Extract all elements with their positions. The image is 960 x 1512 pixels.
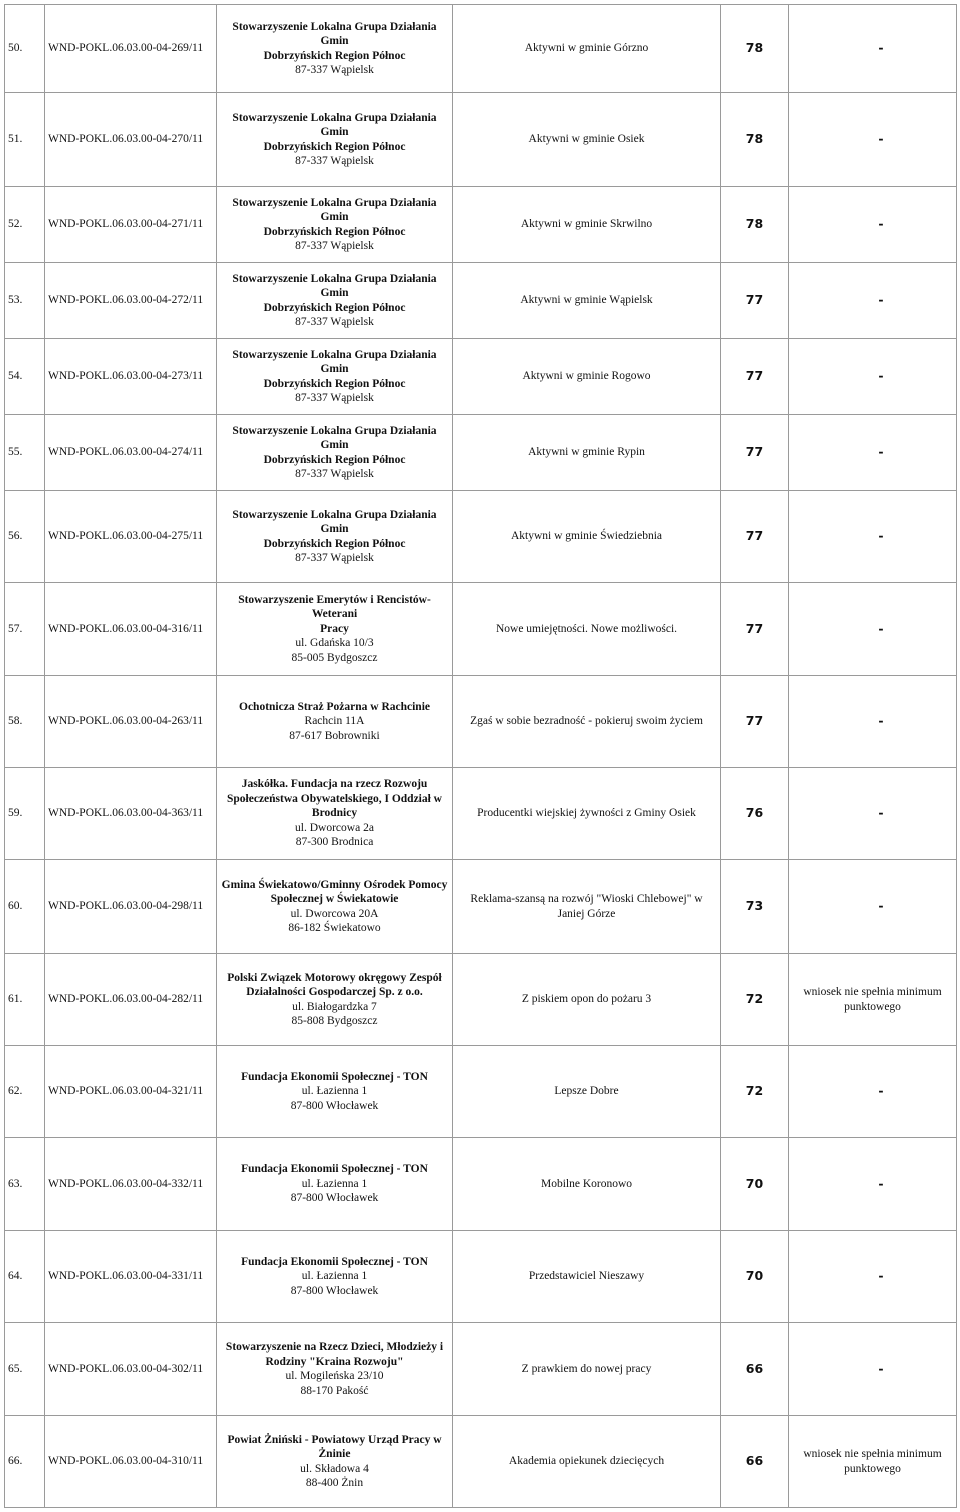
points-score: 66 [721, 1323, 789, 1416]
application-code: WND-POKL.06.03.00-04-275/11 [45, 491, 217, 583]
points-score: 77 [721, 583, 789, 676]
applicant-address-line: 85-808 Bydgoszcz [291, 1015, 378, 1027]
applicant-address-line: ul. Gdańska 10/3 [295, 637, 374, 650]
remarks: - [789, 263, 957, 339]
points-score: 77 [721, 676, 789, 768]
project-title: Lepsze Dobre [453, 1046, 721, 1138]
row-number: 55. [5, 415, 45, 491]
row-number: 60. [5, 860, 45, 954]
remarks: - [789, 415, 957, 491]
applicant-address-line: 87-800 Włocławek [290, 1099, 379, 1112]
row-number: 65. [5, 1323, 45, 1416]
remarks: - [789, 93, 957, 187]
applicant-address-line: ul. Łazienna 1 [301, 1085, 368, 1098]
points-score: 72 [721, 954, 789, 1046]
remarks: - [789, 491, 957, 583]
applicant-name-line: Stowarzyszenie Lokalna Grupa Działania Gmin [232, 20, 437, 47]
applicant-address-line: 87-337 Wąpielsk [295, 468, 374, 480]
applicant-address-line: ul. Łazienna 1 [301, 1270, 368, 1283]
row-number: 56. [5, 491, 45, 583]
project-title: Producentki wiejskiej żywności z Gminy Osiek [453, 768, 721, 860]
row-number: 64. [5, 1231, 45, 1323]
applicant-name-line: Stowarzyszenie Lokalna Grupa Działania Gmin [232, 196, 437, 223]
applicant [217, 1416, 453, 1508]
applicant [217, 768, 453, 860]
applicant [217, 860, 453, 954]
applicant-name-line: Dobrzyńskich Region Północ [263, 140, 406, 153]
applicant-address-line: 87-337 Wąpielsk [295, 552, 374, 564]
application-code: WND-POKL.06.03.00-04-363/11 [45, 768, 217, 860]
table-row [5, 1046, 957, 1138]
row-number: 53. [5, 263, 45, 339]
remarks: wniosek nie spełnia minimum punktowego [789, 1416, 957, 1508]
remarks: - [789, 339, 957, 415]
application-code: WND-POKL.06.03.00-04-302/11 [45, 1323, 217, 1416]
applicant [217, 1323, 453, 1416]
application-code: WND-POKL.06.03.00-04-310/11 [45, 1416, 217, 1508]
applicant-name-line: Żninie [318, 1448, 351, 1460]
applicant [217, 1138, 453, 1231]
remarks: - [789, 768, 957, 860]
remarks: - [789, 5, 957, 93]
applicant-name-line: Fundacja Ekonomii Społecznej - TON [241, 1163, 428, 1176]
table-row [5, 415, 957, 491]
table-row [5, 676, 957, 768]
applicant-name-line: Powiat Żniński - Powiatowy Urząd Pracy w [227, 1433, 442, 1446]
applicant-name-line: Fundacja Ekonomii Społecznej - TON [241, 1070, 428, 1083]
remarks: - [789, 187, 957, 263]
applicant [217, 415, 453, 491]
project-title: Z piskiem opon do pożaru 3 [453, 954, 721, 1046]
table-row [5, 1138, 957, 1231]
application-code: WND-POKL.06.03.00-04-270/11 [45, 93, 217, 187]
applicant-name-line: Stowarzyszenie Lokalna Grupa Działania Gmin [232, 508, 437, 535]
applicant-address-line: 87-337 Wąpielsk [295, 240, 374, 252]
applicant-address-line: 88-400 Żnin [305, 1477, 364, 1489]
remarks: - [789, 860, 957, 954]
applicant-address-line: 85-005 Bydgoszcz [291, 651, 378, 664]
row-number: 59. [5, 768, 45, 860]
applicant-address-line: ul. Białogardzka 7 [292, 1000, 377, 1013]
applicant [217, 583, 453, 676]
applicant-name-line: Ochotnicza Straż Pożarna w Rachcinie [239, 700, 430, 713]
points-score: 77 [721, 339, 789, 415]
applicant-name-line: Jaskółka. Fundacja na rzecz Rozwoju [241, 778, 428, 791]
applicant [217, 93, 453, 187]
application-code: WND-POKL.06.03.00-04-316/11 [45, 583, 217, 676]
table-row [5, 1323, 957, 1416]
project-title: Aktywni w gminie Wąpielsk [453, 263, 721, 339]
remarks: - [789, 676, 957, 768]
table-row [5, 187, 957, 263]
applicant-name-line: Polski Związek Motorowy okręgowy Zespół [227, 971, 442, 984]
applicant [217, 187, 453, 263]
applicant-name-line: Stowarzyszenie Lokalna Grupa Działania Gmin [232, 111, 437, 138]
applicant-name-line: Społeczeństwa Obywatelskiego, I Oddział w [227, 792, 442, 805]
application-code: WND-POKL.06.03.00-04-272/11 [45, 263, 217, 339]
applicant-address-line: ul. Mogileńska 23/10 [285, 1370, 384, 1382]
table-row [5, 339, 957, 415]
applicant-name-line: Stowarzyszenie Emerytów i Rencistów-Weterani [238, 593, 431, 621]
row-number: 51. [5, 93, 45, 187]
table-row [5, 583, 957, 676]
applicant-address-line: 87-337 Wąpielsk [295, 392, 374, 404]
applicant-address-line: 87-617 Bobrowniki [289, 729, 380, 742]
application-code: WND-POKL.06.03.00-04-282/11 [45, 954, 217, 1046]
application-code: WND-POKL.06.03.00-04-331/11 [45, 1231, 217, 1323]
applicant-name-line: Stowarzyszenie na Rzecz Dzieci, Młodzieży i [225, 1341, 444, 1353]
table-row [5, 5, 957, 93]
application-code: WND-POKL.06.03.00-04-273/11 [45, 339, 217, 415]
row-number: 57. [5, 583, 45, 676]
project-title: Aktywni w gminie Górzno [453, 5, 721, 93]
applicant-address-line: ul. Dworcowa 20A [290, 907, 379, 920]
applicant-name-line: Dobrzyńskich Region Północ [263, 453, 406, 466]
table-row [5, 263, 957, 339]
project-title: Z prawkiem do nowej pracy [453, 1323, 721, 1416]
applicant-name-line: Dobrzyńskich Region Północ [263, 377, 406, 390]
applicant-address-line: 87-300 Brodnica [295, 836, 374, 849]
points-score: 66 [721, 1416, 789, 1508]
applicant-address-line: ul. Składowa 4 [300, 1462, 369, 1475]
row-number: 62. [5, 1046, 45, 1138]
applicant-name-line: Stowarzyszenie Lokalna Grupa Działania Gmin [232, 272, 437, 299]
application-code: WND-POKL.06.03.00-04-271/11 [45, 187, 217, 263]
project-title: Akademia opiekunek dziecięcych [453, 1416, 721, 1508]
table-row [5, 93, 957, 187]
table-body [5, 5, 957, 1508]
applicant-name-line: Dobrzyńskich Region Północ [263, 537, 406, 550]
row-number: 66. [5, 1416, 45, 1508]
points-score: 70 [721, 1138, 789, 1231]
applicant-name-line: Rodziny "Kraina Rozwoju" [265, 1355, 404, 1368]
project-title: Aktywni w gminie Rogowo [453, 339, 721, 415]
applicant [217, 1046, 453, 1138]
remarks: - [789, 1231, 957, 1323]
applicant [217, 954, 453, 1046]
application-code: WND-POKL.06.03.00-04-298/11 [45, 860, 217, 954]
remarks: wniosek nie spełnia minimum punktowego [789, 954, 957, 1046]
points-score: 73 [721, 860, 789, 954]
project-title: Nowe umiejętności. Nowe możliwości. [453, 583, 721, 676]
project-title: Zgaś w sobie bezradność - pokieruj swoim życiem [453, 676, 721, 768]
application-code: WND-POKL.06.03.00-04-332/11 [45, 1138, 217, 1231]
points-score: 78 [721, 93, 789, 187]
applicant [217, 491, 453, 583]
applicant-name-line: Społecznej w Świekatowie [270, 893, 399, 905]
applicant-address-line: 88-170 Pakość [300, 1384, 369, 1397]
applicant-name-line: Brodnicy [311, 807, 358, 820]
project-title: Aktywni w gminie Rypin [453, 415, 721, 491]
applicant-address-line: ul. Łazienna 1 [301, 1177, 368, 1190]
project-title: Reklama-szansą na rozwój "Wioski Chlebowej" w Janiej Górze [453, 860, 721, 954]
table-row [5, 1231, 957, 1323]
applicant-address-line: 87-800 Włocławek [290, 1284, 379, 1297]
row-number: 52. [5, 187, 45, 263]
applicant-name-line: Działalności Gospodarczej Sp. z o.o. [246, 986, 423, 998]
row-number: 58. [5, 676, 45, 768]
row-number: 50. [5, 5, 45, 93]
table-row [5, 491, 957, 583]
points-score: 72 [721, 1046, 789, 1138]
applicant-address-line: 87-337 Wąpielsk [295, 316, 374, 328]
application-code: WND-POKL.06.03.00-04-321/11 [45, 1046, 217, 1138]
applicant-address-line: 87-337 Wąpielsk [295, 64, 374, 76]
project-title: Przedstawiciel Nieszawy [453, 1231, 721, 1323]
application-code: WND-POKL.06.03.00-04-274/11 [45, 415, 217, 491]
applicant [217, 5, 453, 93]
row-number: 54. [5, 339, 45, 415]
applicant-name-line: Pracy [320, 622, 349, 635]
row-number: 61. [5, 954, 45, 1046]
table-row [5, 1416, 957, 1508]
applicant [217, 339, 453, 415]
project-ranking-table [4, 4, 957, 1508]
applicant-name-line: Fundacja Ekonomii Społecznej - TON [241, 1255, 428, 1268]
points-score: 78 [721, 5, 789, 93]
application-code: WND-POKL.06.03.00-04-269/11 [45, 5, 217, 93]
table-row [5, 860, 957, 954]
remarks: - [789, 1046, 957, 1138]
applicant-name-line: Dobrzyńskich Region Północ [263, 49, 406, 62]
points-score: 70 [721, 1231, 789, 1323]
points-score: 78 [721, 187, 789, 263]
applicant-name-line: Stowarzyszenie Lokalna Grupa Działania Gmin [232, 424, 437, 451]
applicant [217, 263, 453, 339]
row-number: 63. [5, 1138, 45, 1231]
project-title: Aktywni w gminie Osiek [453, 93, 721, 187]
applicant [217, 1231, 453, 1323]
applicant [217, 676, 453, 768]
applicant-address-line: Rachcin 11A [304, 715, 365, 728]
applicant-address-line: 86-182 Świekatowo [288, 922, 381, 934]
application-code: WND-POKL.06.03.00-04-263/11 [45, 676, 217, 768]
applicant-name-line: Dobrzyńskich Region Północ [263, 225, 406, 238]
project-title: Mobilne Koronowo [453, 1138, 721, 1231]
applicant-address-line: 87-800 Włocławek [290, 1192, 379, 1205]
applicant-address-line: 87-337 Wąpielsk [295, 155, 374, 167]
remarks: - [789, 1323, 957, 1416]
applicant-name-line: Dobrzyńskich Region Północ [263, 301, 406, 314]
remarks: - [789, 1138, 957, 1231]
applicant-address-line: ul. Dworcowa 2a [295, 821, 374, 834]
points-score: 77 [721, 491, 789, 583]
table-row [5, 954, 957, 1046]
project-title: Aktywni w gminie Świedziebnia [453, 491, 721, 583]
points-score: 76 [721, 768, 789, 860]
applicant-name-line: Stowarzyszenie Lokalna Grupa Działania Gmin [232, 348, 437, 375]
applicant-name-line: Gmina Świekatowo/Gminny Ośrodek Pomocy [221, 878, 448, 891]
remarks: - [789, 583, 957, 676]
table-row [5, 768, 957, 860]
points-score: 77 [721, 415, 789, 491]
project-title: Aktywni w gminie Skrwilno [453, 187, 721, 263]
points-score: 77 [721, 263, 789, 339]
